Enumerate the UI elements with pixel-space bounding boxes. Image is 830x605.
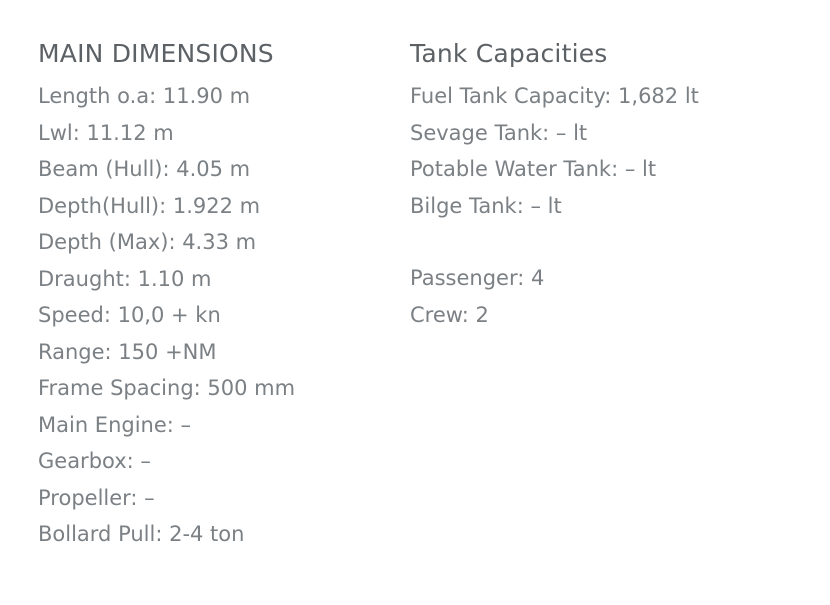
spec-line-gearbox: Gearbox: – (38, 449, 151, 473)
crew-capacity-group (410, 260, 795, 333)
tank-capacities-column (405, 36, 795, 333)
spec-line-fuel-tank-capacity: Fuel Tank Capacity: 1,682 lt (410, 84, 699, 108)
spec-line-propeller: Propeller: – (38, 485, 155, 510)
spec-line-range: Range: 150 +NM (38, 339, 217, 364)
spec-line-speed: Speed: 10,0 + kn (38, 303, 221, 327)
spec-line-lwl: Lwl: 11.12 m (38, 120, 174, 145)
spec-line-beam-hull: Beam (Hull): 4.05 m (38, 157, 251, 181)
spec-line-bollard-pull: Bollard Pull: 2-4 ton (38, 522, 245, 546)
spec-line-frame-spacing: Frame Spacing: 500 mm (38, 376, 296, 400)
tank-capacities-heading: Tank Capacities (410, 39, 608, 68)
spec-line-sevage-tank: Sevage Tank: – lt (410, 120, 588, 145)
spec-line-length-oa: Length o.a: 11.90 m (38, 84, 251, 108)
spec-line-draught: Draught: 1.10 m (38, 266, 212, 291)
spec-line-depth-max: Depth (Max): 4.33 m (38, 230, 257, 254)
spec-line-potable-water-tank: Potable Water Tank: – lt (410, 157, 657, 181)
spec-line-bilge-tank: Bilge Tank: – lt (410, 193, 562, 218)
main-dimensions-heading: MAIN DIMENSIONS (38, 39, 274, 68)
spec-line-main-engine: Main Engine: – (38, 412, 192, 437)
spec-line-crew: Crew: 2 (410, 302, 489, 327)
spec-line-depth-hull: Depth(Hull): 1.922 m (38, 193, 261, 218)
spec-line-passenger: Passenger: 4 (410, 266, 545, 290)
spec-columns (0, 36, 830, 553)
main-dimensions-column (0, 36, 405, 553)
